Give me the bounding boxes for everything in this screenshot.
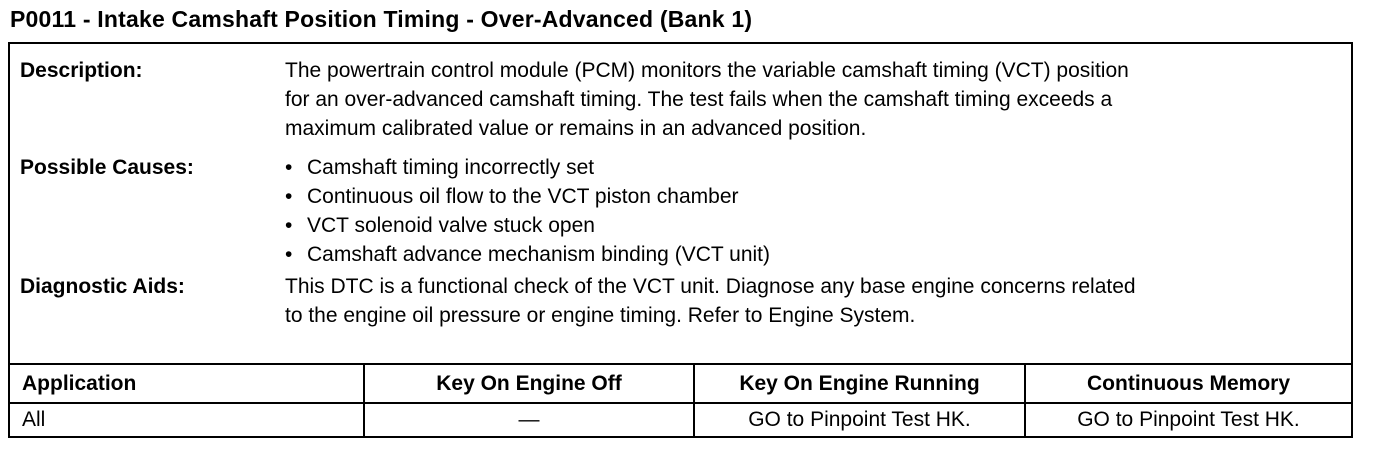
header-application: Application <box>10 365 365 402</box>
dtc-info-box <box>8 42 1353 438</box>
cause-text: Camshaft advance mechanism binding (VCT unit) <box>307 243 770 266</box>
description-text <box>285 56 1337 143</box>
diagnostic-aids-text <box>285 272 1337 330</box>
table-header-row <box>10 365 1351 404</box>
possible-causes-row <box>20 153 1337 269</box>
cause-text: Camshaft timing incorrectly set <box>307 156 595 179</box>
bullet-icon: • <box>285 185 293 208</box>
description-label: Description: <box>20 59 143 82</box>
cell-key-on-engine-running: GO to Pinpoint Test HK. <box>695 402 1026 437</box>
table-row <box>10 402 1351 437</box>
description-line: for an over-advanced camshaft timing. The test fails when the camshaft timing exceeds a <box>285 88 1113 111</box>
cause-text: Continuous oil flow to the VCT piston chamber <box>307 185 739 208</box>
header-continuous-memory: Continuous Memory <box>1087 371 1290 395</box>
page-title: P0011 - Intake Camshaft Position Timing - Over-Advanced (Bank 1) <box>10 6 753 32</box>
header-key-on-engine-running: Key On Engine Running <box>695 365 1026 402</box>
header-key-on-engine-off: Key On Engine Off <box>365 365 695 402</box>
cell-continuous-memory: GO to Pinpoint Test HK. <box>1077 407 1300 431</box>
list-item <box>285 211 1337 240</box>
diagnostic-aids-label: Diagnostic Aids: <box>20 275 185 298</box>
cause-text: VCT solenoid valve stuck open <box>307 214 595 237</box>
possible-causes-label: Possible Causes: <box>20 156 194 179</box>
description-line: The powertrain control module (PCM) monitors the variable camshaft timing (VCT) position <box>285 59 1129 82</box>
diagnostic-aids-line: to the engine oil pressure or engine timing. Refer to Engine System. <box>285 304 916 327</box>
list-item <box>285 182 1337 211</box>
diagnostic-aids-line: This DTC is a functional check of the VCT unit. Diagnose any base engine concerns related <box>285 275 1136 298</box>
application-table <box>10 363 1351 435</box>
bullet-icon: • <box>285 214 293 237</box>
cell-application: All <box>10 402 365 437</box>
cell-key-on-engine-off: — <box>365 402 695 437</box>
bullet-icon: • <box>285 156 293 179</box>
list-item <box>285 153 1337 182</box>
description-line: maximum calibrated value or remains in an advanced position. <box>285 117 867 140</box>
diagnostic-aids-row <box>20 272 1337 330</box>
description-row <box>20 56 1337 143</box>
bullet-icon: • <box>285 243 293 266</box>
list-item <box>285 240 1337 269</box>
possible-causes-list <box>285 153 1337 269</box>
